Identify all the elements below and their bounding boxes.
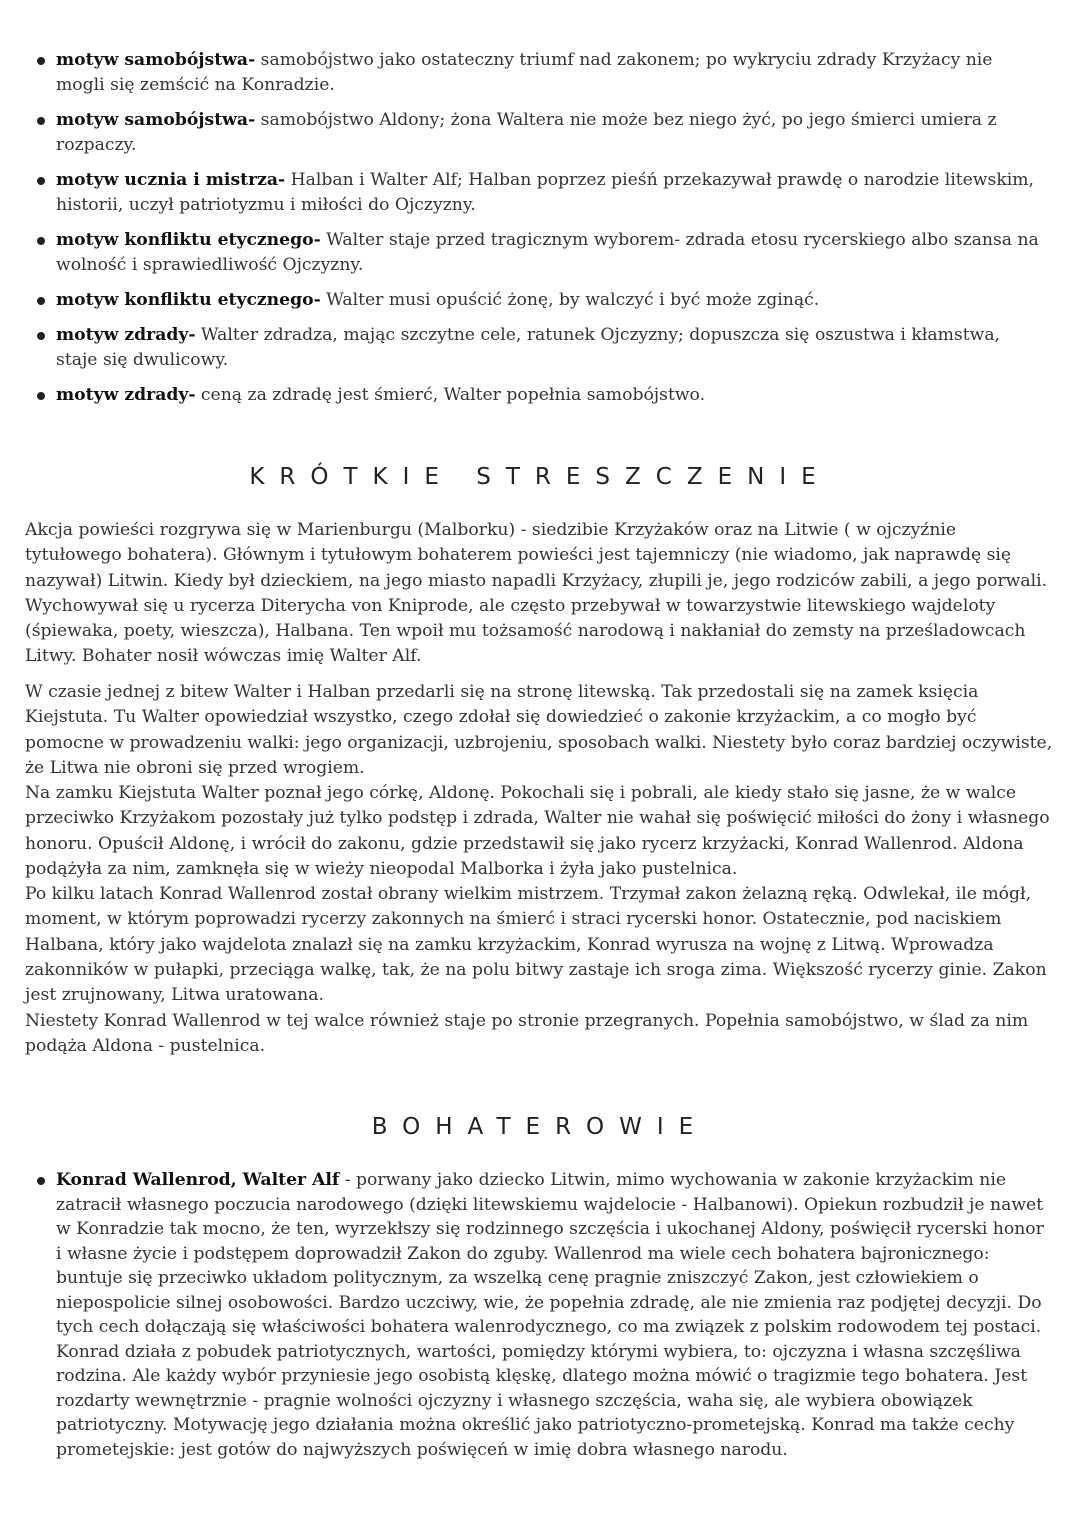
- motif-title: motyw samobójstwa-: [56, 50, 256, 70]
- list-item: [0, 1168, 1080, 1462]
- heroes-list: [0, 1168, 1080, 1462]
- list-item: [0, 288, 1080, 313]
- list-item: [0, 48, 1080, 98]
- motif-text: samobójstwo jako ostateczny triumf nad zakonem; po wykryciu zdrady Krzyżacy nie mogli się zemścić na Konradzie.: [56, 50, 993, 95]
- motif-title: motyw konfliktu etycznego-: [56, 290, 321, 310]
- hero-description: - porwany jako dziecko Litwin, mimo wychowania w zakonie krzyżackim nie zatracił własnego poczucia narodowego (dzięki litewskiemu wajdelocie - Halbanowi). Opiekun rozbudził je nawet w Konradzie tak mocno, że ten, wyrzekłszy się rodzinnego szczęścia i ukochanej Aldony, poświęcił rycerski honor i własne życie i podstępem doprowadził Zakon do zguby. Wallenrod ma wiele cech bohatera bajronicznego: buntuje się przeciwko układom politycznym, za wszelką cenę pragnie zniszczyć Zakon, jest człowiekiem o niepospolicie silnej osobowości. Bardzo uczciwy, wie, że popełnia zdradę, ale nie zmienia raz podjętej decyzji. Do tych cech dołączają się właściwości bohatera walenrodycznego, co ma związek z polskim rodowodem tej postaci. Konrad działa z pobudek patriotycznych, wartości, pomiędzy którymi wybiera, to: ojczyzna i własna szczęśliwa rodzina. Ale każdy wybór przyniesie jego osobistą klęskę, dlatego można mówić o tragizmie tego bohatera. Jest rozdarty wewnętrznie - pragnie wolności ojczyzny i własnego szczęścia, waha się, ale wybiera obowiązek patriotyczny. Motywację jego działania można określić jako patriotyczno-prometejską. Konrad ma także cechy prometejskie: jest gotów do najwyższych poświęceń w imię dobra własnego narodu.: [56, 1170, 1044, 1460]
- summary-heading: KRÓTKIE STRESZCZENIE: [249, 464, 831, 490]
- motif-title: motyw zdrady-: [56, 325, 196, 345]
- summary-paragraph-1: Akcja powieści rozgrywa się w Marienburgu (Malborku) - siedzibie Krzyżaków oraz na Litwie ( w ojczyźnie tytułowego bohatera). Głównym i tytułowym bohaterem powieści jest tajemniczy (nie wiadomo, jak naprawdę się nazywał) Litwin. Kiedy był dzieckiem, na jego miasto napadli Krzyżacy, złupili je, jego rodziców zabili, a jego porwali. Wychowywał się u rycerza Diterycha von Kniprode, ale często przebywał w towarzystwie litewskiego wajdeloty (śpiewaka, poety, wieszcza), Halbana. Ten wpoił mu tożsamość narodową i nakłaniał do zemsty na prześladowcach Litwy. Bohater nosił wówczas imię Walter Alf.: [25, 520, 1048, 667]
- list-item: [0, 323, 1080, 373]
- heroes-heading: BOHATEROWIE: [371, 1114, 709, 1140]
- motif-text: Walter zdradza, mając szczytne cele, ratunek Ojczyzny; dopuszcza się oszustwa i kłamstwa, staje się dwulicowy.: [56, 325, 1001, 370]
- motif-text: samobójstwo Aldony; żona Waltera nie może bez niego żyć, po jego śmierci umiera z rozpaczy.: [56, 110, 997, 155]
- motif-title: motyw zdrady-: [56, 385, 196, 405]
- list-item: [0, 168, 1080, 218]
- motif-text: Walter staje przed tragicznym wyborem- zdrada etosu rycerskiego albo szansa na wolność i sprawiedliwość Ojczyzny.: [56, 230, 1039, 275]
- summary-paragraph-2: W czasie jednej z bitew Walter i Halban przedarli się na stronę litewską. Tak przedostali się na zamek księcia Kiejstuta. Tu Walter opowiedział wszystko, czego zdołał się dowiedzieć o zakonie krzyżackim, a co mogło być pomocne w prowadzeniu walki: jego organizacji, uzbrojeniu, sposobach walki. Niestety było coraz bardziej oczywiste, że Litwa nie obroni się przed wrogiem.: [25, 682, 1053, 778]
- summary-paragraph-3: Na zamku Kiejstuta Walter poznał jego córkę, Aldonę. Pokochali się i pobrali, ale kiedy stało się jasne, że w walce przeciwko Krzyżakom pozostały już tylko podstęp i zdrada, Walter nie wahał się poświęcić miłości do żony i własnego honoru. Opuścił Aldonę, i wrócił do zakonu, gdzie przedstawił się jako rycerz krzyżacki, Konrad Wallenrod. Aldona podążyła za nim, zamknęła się w wieży nieopodal Malborka i żyła jako pustelnica.: [25, 783, 1050, 879]
- motif-text: Walter musi opuścić żonę, by walczyć i być może zginąć.: [320, 290, 820, 310]
- list-item: [0, 383, 1080, 408]
- motif-text: ceną za zdradę jest śmierć, Walter popełnia samobójstwo.: [195, 385, 706, 405]
- motif-title: motyw samobójstwa-: [56, 110, 256, 130]
- summary-paragraph-5: Niestety Konrad Wallenrod w tej walce również staje po stronie przegranych. Popełnia samobójstwo, w ślad za nim podąża Aldona - pustelnica.: [25, 1011, 1029, 1057]
- motif-list: [0, 48, 1080, 418]
- motif-title: motyw ucznia i mistrza-: [56, 170, 286, 190]
- motif-title: motyw konfliktu etycznego-: [56, 230, 321, 250]
- motif-text: Halban i Walter Alf; Halban poprzez pieśń przekazywał prawdę o narodzie litewskim, historii, uczył patriotyzmu i miłości do Ojczyzny.: [56, 170, 1034, 215]
- list-item: [0, 228, 1080, 278]
- hero-name: Konrad Wallenrod, Walter Alf: [56, 1170, 340, 1190]
- list-item: [0, 108, 1080, 158]
- summary-paragraph-4: Po kilku latach Konrad Wallenrod został obrany wielkim mistrzem. Trzymał zakon żelazną ręką. Odwlekał, ile mógł, moment, w którym poprowadzi rycerzy zakonnych na śmierć i straci rycerski honor. Ostatecznie, pod naciskiem Halbana, który jako wajdelota znalazł się na zamku krzyżackim, Konrad wyrusza na wojnę z Litwą. Wprowadza zakonników w pułapki, przeciąga walkę, tak, że na polu bitwy zastaje ich sroga zima. Większość rycerzy ginie. Zakon jest zrujnowany, Litwa uratowana.: [25, 884, 1047, 1006]
